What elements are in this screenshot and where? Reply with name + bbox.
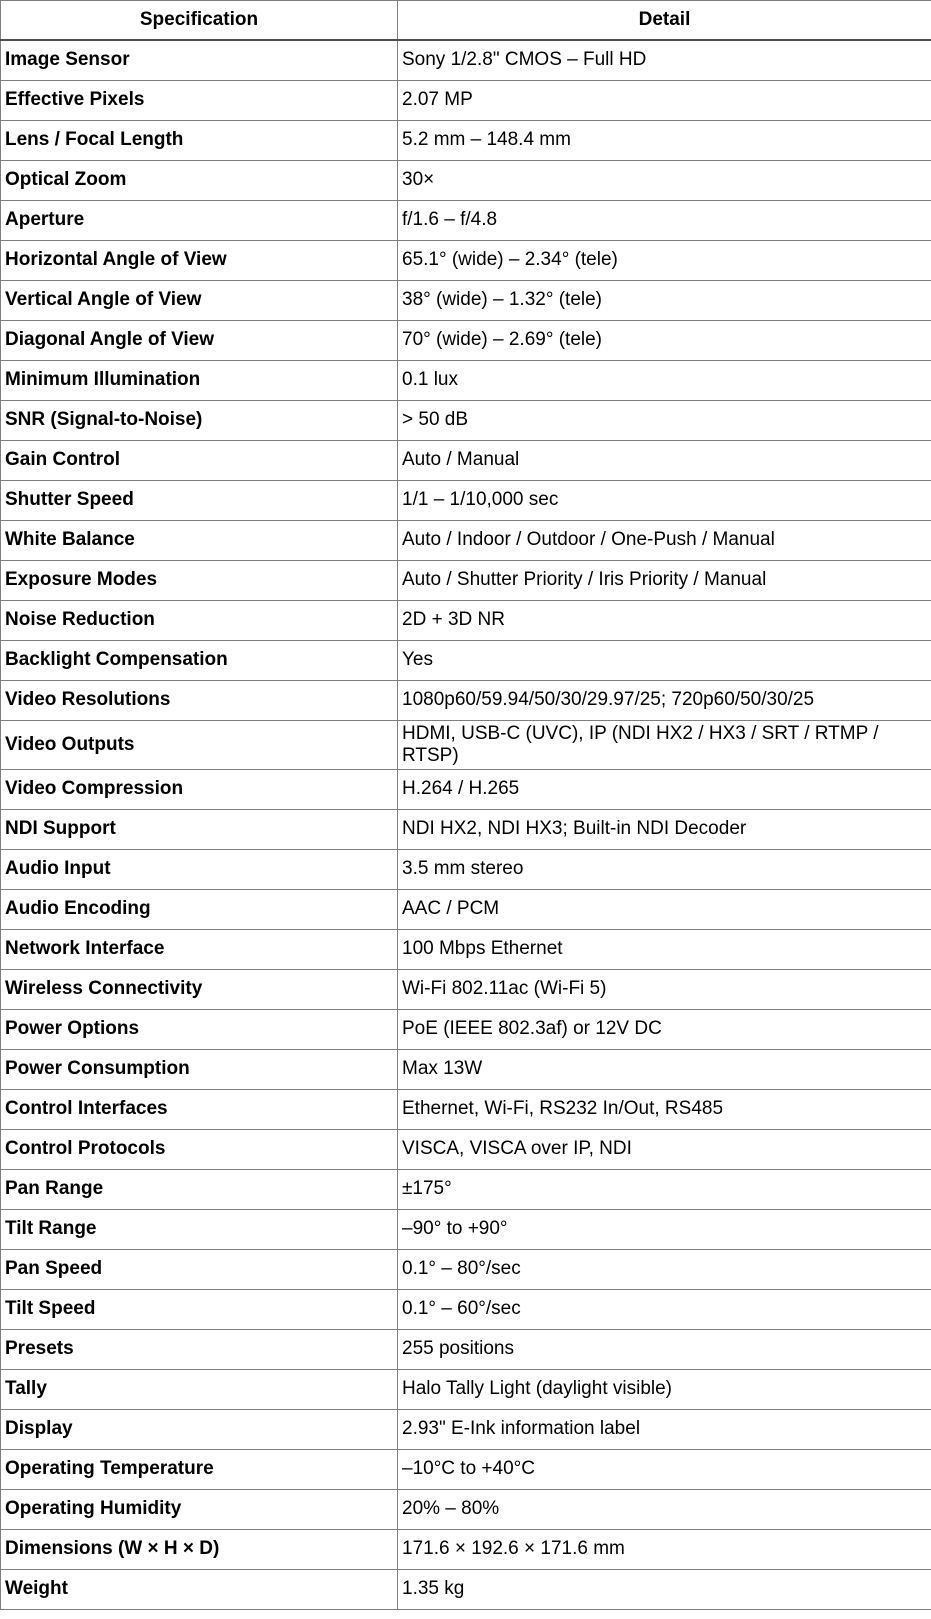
spec-name-cell: Dimensions (W × H × D) xyxy=(1,1529,398,1569)
spec-detail-cell: 20% – 80% xyxy=(398,1489,931,1529)
spec-detail-cell: PoE (IEEE 802.3af) or 12V DC xyxy=(398,1009,931,1049)
table-row xyxy=(1,80,931,120)
spec-detail-cell: Wi-Fi 802.11ac (Wi-Fi 5) xyxy=(398,969,931,1009)
table-row xyxy=(1,240,931,280)
spec-name-cell: Exposure Modes xyxy=(1,560,398,600)
spec-name-cell: Diagonal Angle of View xyxy=(1,320,398,360)
spec-detail-cell: –90° to +90° xyxy=(398,1209,931,1249)
table-row xyxy=(1,520,931,560)
spec-detail-cell: AAC / PCM xyxy=(398,889,931,929)
table-row xyxy=(1,1209,931,1249)
table-header xyxy=(1,1,931,41)
spec-name-cell: Minimum Illumination xyxy=(1,360,398,400)
table-row xyxy=(1,120,931,160)
header-row xyxy=(1,1,931,41)
spec-detail-cell: Ethernet, Wi-Fi, RS232 In/Out, RS485 xyxy=(398,1089,931,1129)
spec-detail-cell: > 50 dB xyxy=(398,400,931,440)
table-row xyxy=(1,1529,931,1569)
spec-detail-cell: Halo Tally Light (daylight visible) xyxy=(398,1369,931,1409)
spec-detail-cell: f/1.6 – f/4.8 xyxy=(398,200,931,240)
spec-name-cell: Video Compression xyxy=(1,769,398,809)
spec-name-cell: Effective Pixels xyxy=(1,80,398,120)
spec-detail-cell: 2.93" E-Ink information label xyxy=(398,1409,931,1449)
table-row xyxy=(1,1049,931,1089)
spec-detail-cell: 100 Mbps Ethernet xyxy=(398,929,931,969)
table-row xyxy=(1,1289,931,1329)
table-row xyxy=(1,1129,931,1169)
spec-name-cell: Audio Input xyxy=(1,849,398,889)
spec-detail-cell: 0.1° – 60°/sec xyxy=(398,1289,931,1329)
spec-detail-cell: 30× xyxy=(398,160,931,200)
spec-name-cell: SNR (Signal-to-Noise) xyxy=(1,400,398,440)
spec-name-cell: Display xyxy=(1,1409,398,1449)
table-row xyxy=(1,1409,931,1449)
spec-name-cell: Tally xyxy=(1,1369,398,1409)
spec-name-cell: Power Consumption xyxy=(1,1049,398,1089)
table-row xyxy=(1,1009,931,1049)
spec-detail-cell: Auto / Indoor / Outdoor / One-Push / Manual xyxy=(398,520,931,560)
spec-detail-cell: H.264 / H.265 xyxy=(398,769,931,809)
spec-name-cell: Vertical Angle of View xyxy=(1,280,398,320)
spec-detail-cell: ±175° xyxy=(398,1169,931,1209)
spec-name-cell: Noise Reduction xyxy=(1,600,398,640)
spec-detail-cell: HDMI, USB-C (UVC), IP (NDI HX2 / HX3 / SRT / RTMP / RTSP) xyxy=(398,720,931,769)
table-row xyxy=(1,769,931,809)
table-row xyxy=(1,1169,931,1209)
table-row xyxy=(1,400,931,440)
spec-detail-cell: Auto / Manual xyxy=(398,440,931,480)
spec-name-cell: Control Protocols xyxy=(1,1129,398,1169)
table-row xyxy=(1,1569,931,1609)
table-row xyxy=(1,200,931,240)
spec-name-cell: Video Outputs xyxy=(1,720,398,769)
column-header-detail: Detail xyxy=(398,1,931,41)
spec-name-cell: Aperture xyxy=(1,200,398,240)
spec-name-cell: Image Sensor xyxy=(1,40,398,80)
table-row xyxy=(1,280,931,320)
spec-name-cell: Network Interface xyxy=(1,929,398,969)
table-row xyxy=(1,809,931,849)
spec-name-cell: Operating Temperature xyxy=(1,1449,398,1489)
spec-name-cell: Gain Control xyxy=(1,440,398,480)
table-row xyxy=(1,1369,931,1409)
spec-detail-cell: Sony 1/2.8" CMOS – Full HD xyxy=(398,40,931,80)
spec-name-cell: Presets xyxy=(1,1329,398,1369)
spec-name-cell: Weight xyxy=(1,1569,398,1609)
table-row xyxy=(1,1249,931,1289)
spec-detail-cell: VISCA, VISCA over IP, NDI xyxy=(398,1129,931,1169)
spec-detail-cell: 2D + 3D NR xyxy=(398,600,931,640)
table-row xyxy=(1,320,931,360)
table-row xyxy=(1,360,931,400)
spec-name-cell: Wireless Connectivity xyxy=(1,969,398,1009)
table-row xyxy=(1,720,931,769)
table-row xyxy=(1,480,931,520)
table-row xyxy=(1,849,931,889)
table-row xyxy=(1,1089,931,1129)
spec-detail-cell: Max 13W xyxy=(398,1049,931,1089)
spec-detail-cell: –10°C to +40°C xyxy=(398,1449,931,1489)
spec-detail-cell: 3.5 mm stereo xyxy=(398,849,931,889)
table-row xyxy=(1,160,931,200)
spec-detail-cell: Auto / Shutter Priority / Iris Priority / Manual xyxy=(398,560,931,600)
spec-detail-cell: 38° (wide) – 1.32° (tele) xyxy=(398,280,931,320)
table-row xyxy=(1,969,931,1009)
spec-name-cell: Video Resolutions xyxy=(1,680,398,720)
spec-name-cell: Operating Humidity xyxy=(1,1489,398,1529)
spec-detail-cell: 5.2 mm – 148.4 mm xyxy=(398,120,931,160)
spec-name-cell: Power Options xyxy=(1,1009,398,1049)
spec-name-cell: Shutter Speed xyxy=(1,480,398,520)
table-row xyxy=(1,680,931,720)
spec-name-cell: Backlight Compensation xyxy=(1,640,398,680)
spec-name-cell: Lens / Focal Length xyxy=(1,120,398,160)
spec-name-cell: Tilt Range xyxy=(1,1209,398,1249)
spec-detail-cell: 65.1° (wide) – 2.34° (tele) xyxy=(398,240,931,280)
spec-detail-cell: 1/1 – 1/10,000 sec xyxy=(398,480,931,520)
spec-name-cell: Tilt Speed xyxy=(1,1289,398,1329)
table-row xyxy=(1,929,931,969)
table-row xyxy=(1,560,931,600)
table-row xyxy=(1,440,931,480)
spec-detail-cell: 1.35 kg xyxy=(398,1569,931,1609)
spec-detail-cell: Yes xyxy=(398,640,931,680)
table-row xyxy=(1,640,931,680)
spec-name-cell: Control Interfaces xyxy=(1,1089,398,1129)
spec-detail-cell: 2.07 MP xyxy=(398,80,931,120)
spec-name-cell: Audio Encoding xyxy=(1,889,398,929)
table-row xyxy=(1,1329,931,1369)
table-row xyxy=(1,1449,931,1489)
table-row xyxy=(1,889,931,929)
table-body xyxy=(1,40,931,1609)
spec-detail-cell: 0.1 lux xyxy=(398,360,931,400)
column-header-specification: Specification xyxy=(1,1,398,41)
spec-detail-cell: 1080p60/59.94/50/30/29.97/25; 720p60/50/30/25 xyxy=(398,680,931,720)
table-row xyxy=(1,1489,931,1529)
spec-detail-cell: 0.1° – 80°/sec xyxy=(398,1249,931,1289)
spec-detail-cell: 171.6 × 192.6 × 171.6 mm xyxy=(398,1529,931,1569)
spec-detail-cell: 70° (wide) – 2.69° (tele) xyxy=(398,320,931,360)
spec-name-cell: Pan Range xyxy=(1,1169,398,1209)
spec-name-cell: NDI Support xyxy=(1,809,398,849)
spec-name-cell: Optical Zoom xyxy=(1,160,398,200)
spec-name-cell: Horizontal Angle of View xyxy=(1,240,398,280)
spec-name-cell: White Balance xyxy=(1,520,398,560)
table-row xyxy=(1,40,931,80)
spec-detail-cell: 255 positions xyxy=(398,1329,931,1369)
spec-name-cell: Pan Speed xyxy=(1,1249,398,1289)
table-row xyxy=(1,600,931,640)
spec-detail-cell: NDI HX2, NDI HX3; Built-in NDI Decoder xyxy=(398,809,931,849)
